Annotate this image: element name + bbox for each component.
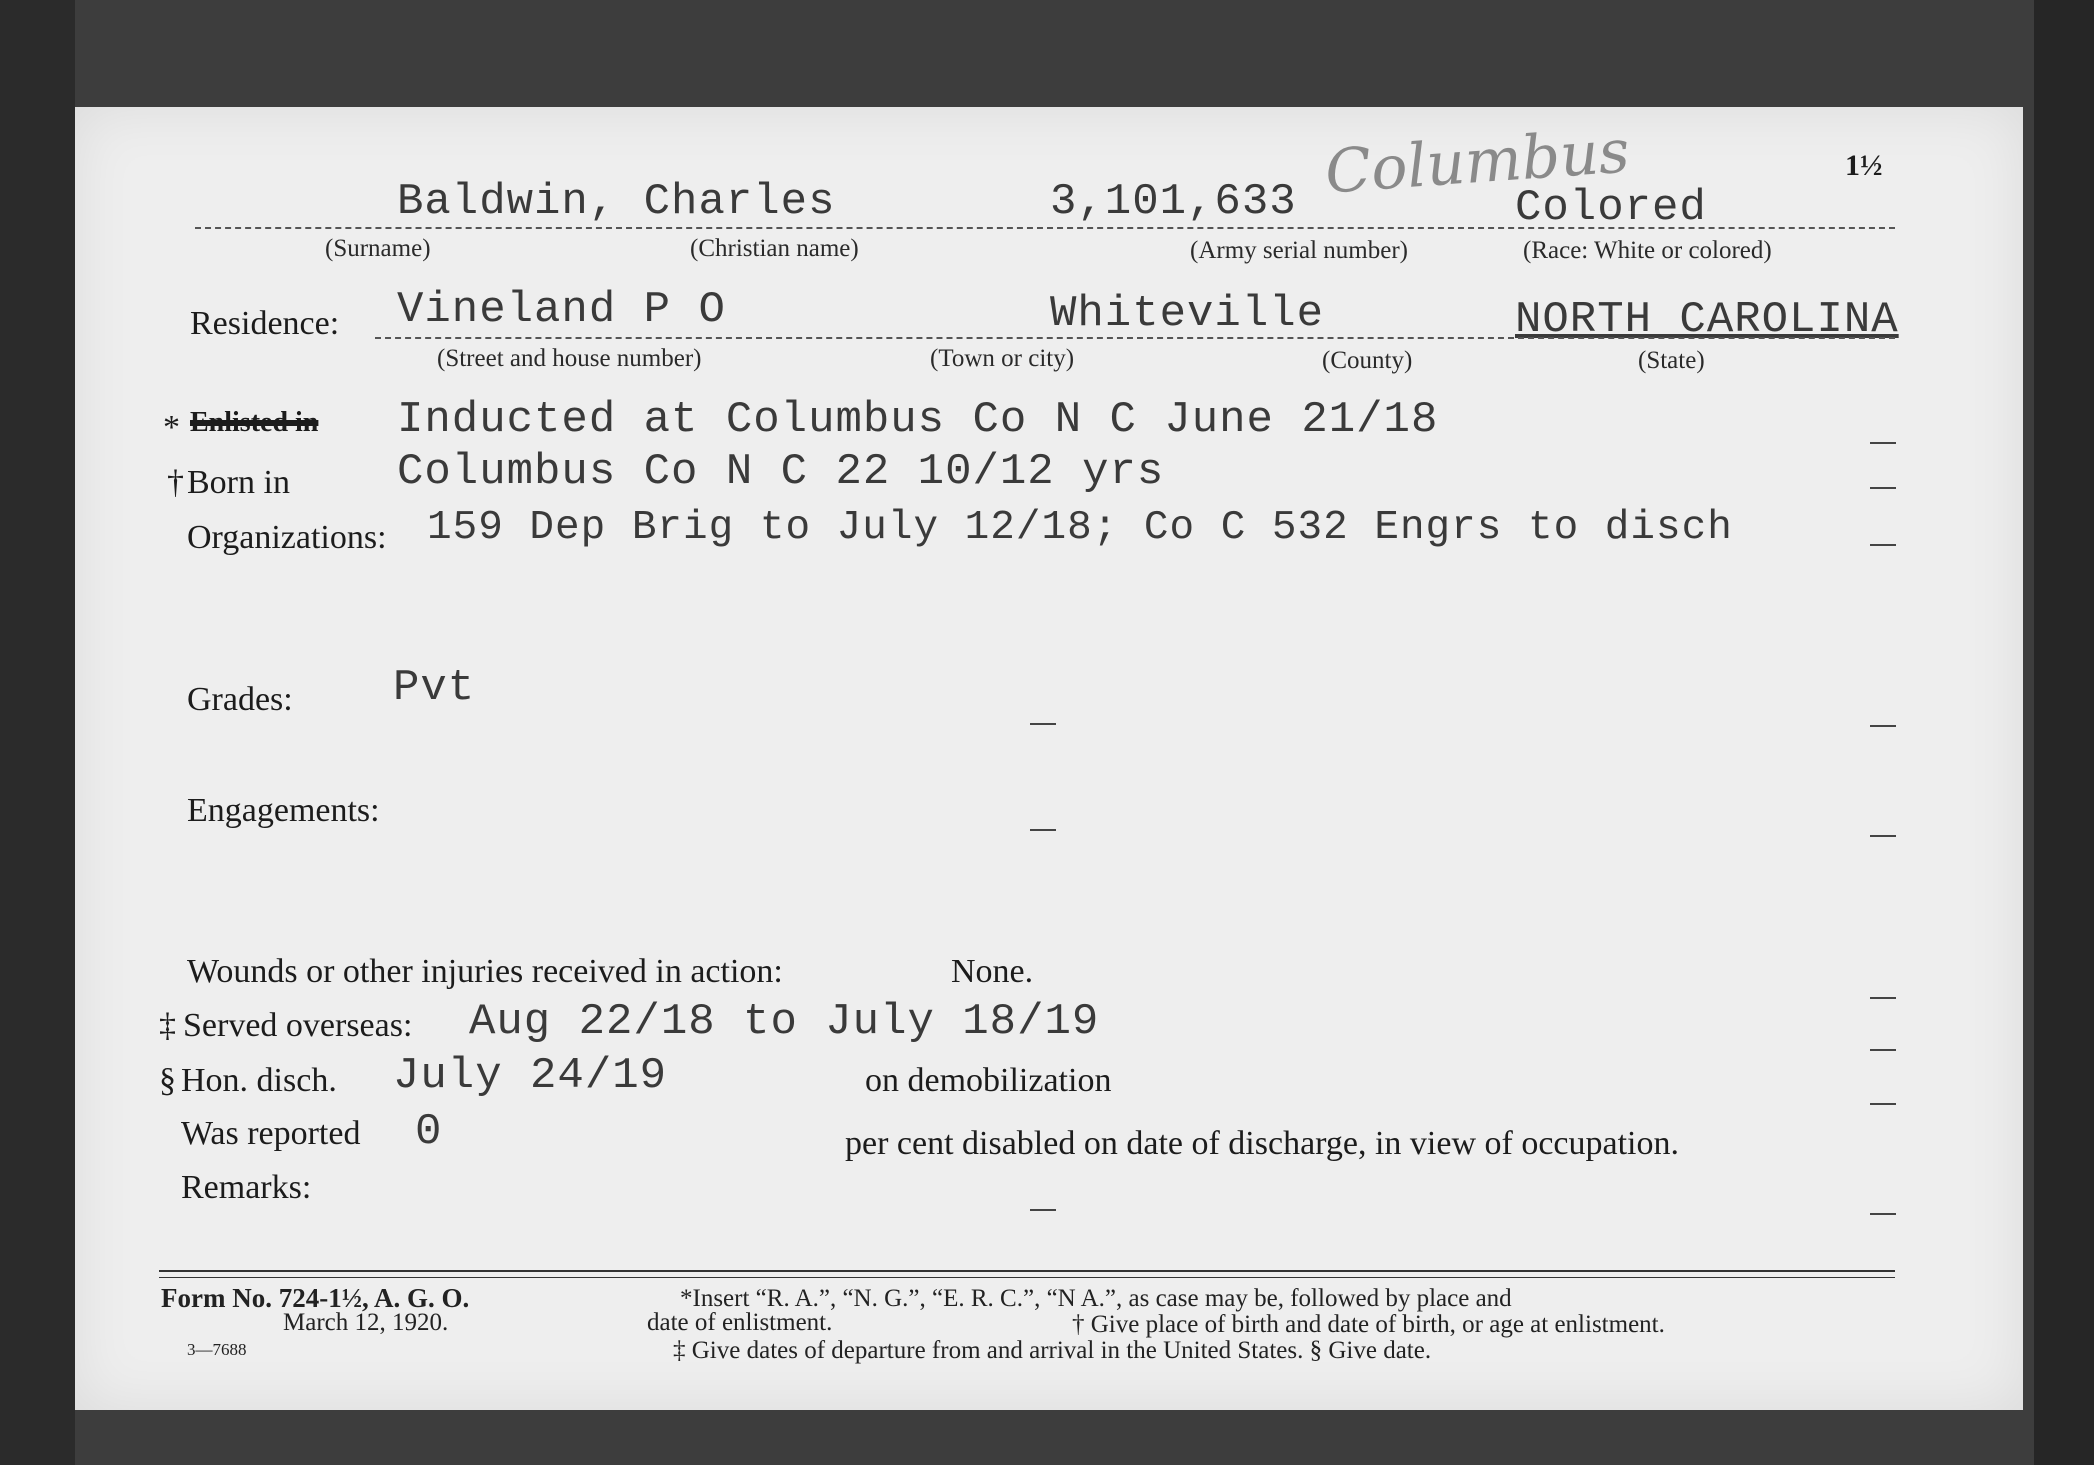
discharge-marker: § — [159, 1062, 176, 1099]
scan-border-right — [2034, 0, 2094, 1465]
name-line — [195, 227, 1895, 229]
wounds-value: None. — [951, 953, 1034, 990]
service-record-card — [75, 107, 2023, 1410]
footnote-birth: † Give place of birth and date of birth, or age at enlistment. — [1072, 1311, 1665, 1338]
blank-tick — [1030, 1209, 1056, 1211]
town-value: Whiteville — [1050, 289, 1325, 339]
blank-tick — [1870, 725, 1896, 727]
county-caption: (County) — [1322, 347, 1413, 374]
form-number: Form No. 724-1½, A. G. O. — [161, 1283, 470, 1313]
discharge-reason: on demobilization — [865, 1062, 1112, 1099]
name-value: Baldwin, Charles — [397, 177, 836, 227]
born-marker: † — [167, 464, 184, 501]
enlisted-label: Enlisted in — [190, 407, 319, 438]
residence-label: Residence: — [190, 305, 340, 342]
reported-value: 0 — [415, 1107, 443, 1157]
blank-tick — [1870, 1049, 1896, 1051]
discharge-date: July 24/19 — [393, 1051, 668, 1101]
born-label: Born in — [187, 464, 290, 501]
overseas-marker: ‡ — [159, 1007, 176, 1044]
residence-line — [375, 337, 1895, 339]
enlisted-value: Inducted at Columbus Co N C June 21/18 — [397, 395, 1439, 445]
footer-rule-bottom — [159, 1277, 1895, 1278]
wounds-label: Wounds or other injuries received in action: — [187, 953, 783, 990]
remarks-label: Remarks: — [181, 1169, 312, 1206]
footnote-overseas: ‡ Give dates of departure from and arrival in the United States. § Give date. — [673, 1337, 1432, 1364]
town-caption: (Town or city) — [930, 345, 1075, 372]
blank-tick — [1870, 487, 1896, 489]
discharge-label: Hon. disch. — [181, 1062, 337, 1099]
race-value: Colored — [1515, 183, 1707, 233]
organizations-label: Organizations: — [187, 519, 387, 556]
blank-tick — [1870, 544, 1896, 546]
blank-tick — [1870, 997, 1896, 999]
reported-label: Was reported — [181, 1115, 361, 1152]
blank-tick — [1870, 835, 1896, 837]
serial-caption: (Army serial number) — [1190, 237, 1408, 264]
footer-rule-top — [159, 1270, 1895, 1272]
race-caption: (Race: White or colored) — [1523, 237, 1772, 264]
handwritten-county: Columbus — [1322, 116, 1632, 208]
organizations-value: 159 Dep Brig to July 12/18; Co C 532 Engrs to disch — [427, 505, 1733, 551]
form-date: March 12, 1920. — [283, 1309, 449, 1336]
state-caption: (State) — [1638, 347, 1705, 374]
footnote-enlisted: *Insert “R. A.”, “N. G.”, “E. R. C.”, “N A.”, as case may be, followed by place and — [680, 1285, 1512, 1312]
overseas-value: Aug 22/18 to July 18/19 — [469, 997, 1100, 1047]
state-value: NORTH CAROLINA — [1515, 295, 1899, 345]
christian-name-caption: (Christian name) — [690, 235, 859, 262]
print-code: 3—7688 — [187, 1340, 247, 1359]
blank-tick — [1870, 1213, 1896, 1215]
born-value: Columbus Co N C 22 10/12 yrs — [397, 447, 1165, 497]
blank-tick — [1870, 442, 1896, 444]
enlisted-marker: * — [163, 409, 180, 446]
card-number: 1½ — [1845, 149, 1883, 182]
disability-text: per cent disabled on date of discharge, in view of occupation. — [845, 1125, 1679, 1162]
surname-caption: (Surname) — [325, 235, 431, 262]
blank-tick — [1870, 1103, 1896, 1105]
grades-value: Pvt — [393, 663, 476, 713]
serial-number-value: 3,101,633 — [1050, 177, 1297, 227]
street-caption: (Street and house number) — [437, 345, 702, 372]
blank-tick — [1030, 723, 1056, 725]
grades-label: Grades: — [187, 681, 293, 718]
engagements-label: Engagements: — [187, 792, 380, 829]
scan-border-left — [0, 0, 75, 1465]
overseas-label: Served overseas: — [183, 1007, 413, 1044]
blank-tick — [1030, 829, 1056, 831]
street-value: Vineland P O — [397, 285, 726, 335]
footnote-enlistment-date: date of enlistment. — [647, 1309, 833, 1336]
